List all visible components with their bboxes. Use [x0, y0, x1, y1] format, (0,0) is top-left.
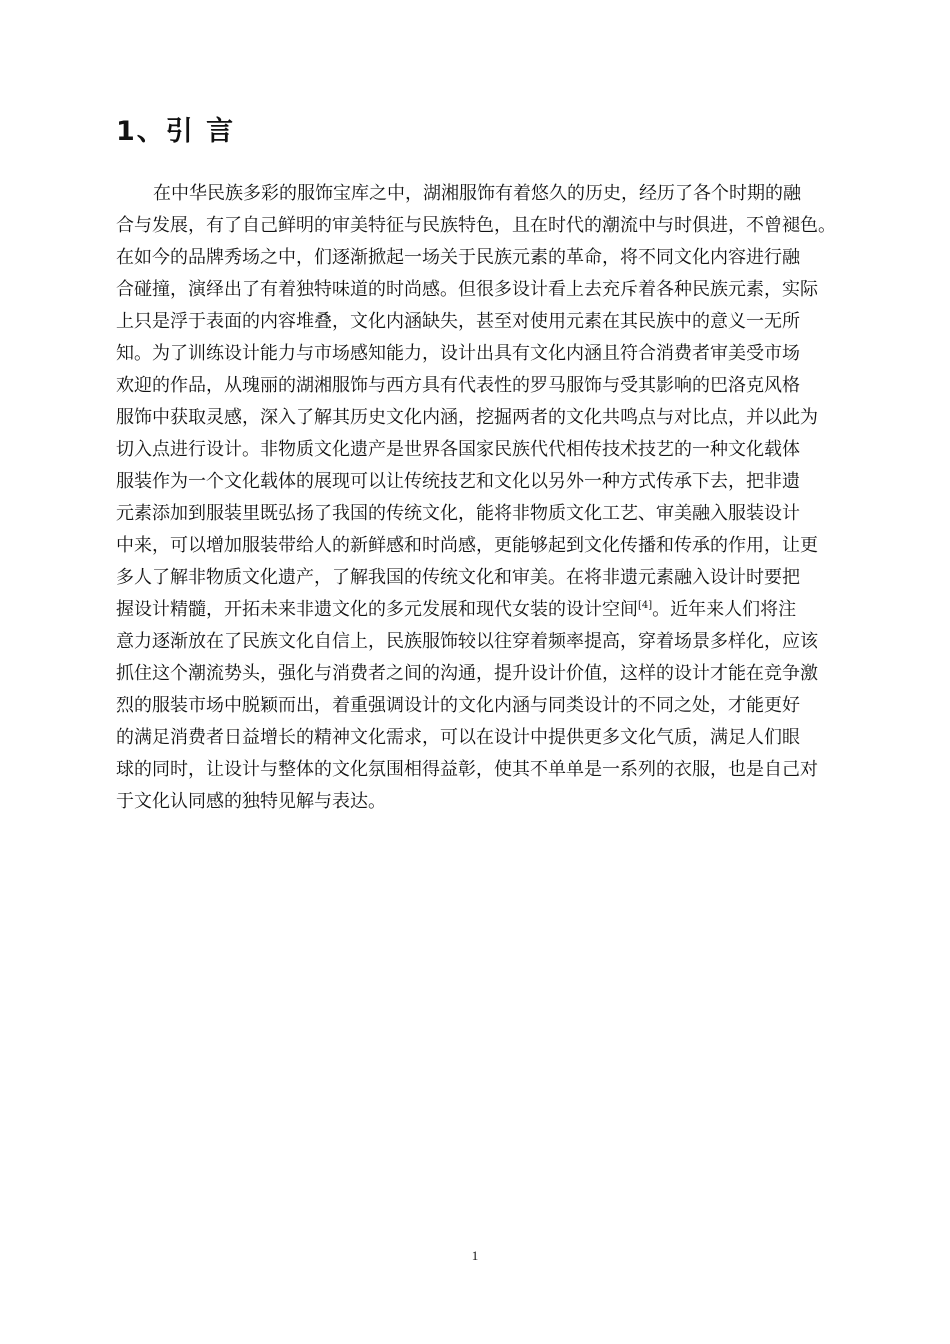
paragraph-line: 上只是浮于表面的内容堆叠，文化内涵缺失，甚至对使用元素在其民族中的意义一无所	[116, 311, 800, 332]
citation-reference: [4]	[638, 600, 653, 611]
paragraph-line: 意力逐渐放在了民族文化自信上，民族服饰较以往穿着频率提高，穿着场景多样化，应该	[116, 631, 818, 652]
paragraph-line: 烈的服装市场中脱颖而出，着重强调设计的文化内涵与同类设计的不同之处，才能更好	[116, 695, 800, 716]
paragraph-line: 合碰撞，演绎出了有着独特味道的时尚感。但很多设计看上去充斥着各种民族元素，实际	[116, 279, 818, 300]
paragraph-line: 多人了解非物质文化遗产，了解我国的传统文化和审美。在将非遗元素融入设计时要把	[116, 567, 800, 588]
paragraph-line: 在中华民族多彩的服饰宝库之中，湖湘服饰有着悠久的历史，经历了各个时期的融	[153, 183, 801, 204]
page-number: 1	[471, 1248, 479, 1263]
section-heading: 1、引 言	[116, 116, 236, 147]
paragraph-line: 球的同时，让设计与整体的文化氛围相得益彰，使其不单单是一系列的衣服，也是自己对	[116, 759, 818, 780]
paragraph-line: 合与发展，有了自己鲜明的审美特征与民族特色，且在时代的潮流中与时俱进，不曾褪色。	[116, 215, 836, 236]
paragraph-line: 服饰中获取灵感，深入了解其历史文化内涵，挖掘两者的文化共鸣点与对比点，并以此为	[116, 407, 818, 428]
paragraph-line: 切入点进行设计。非物质文化遗产是世界各国家民族代代相传技术技艺的一种文化载体	[116, 439, 800, 460]
paragraph-line: 在如今的品牌秀场之中，们逐渐掀起一场关于民族元素的革命，将不同文化内容进行融	[116, 247, 800, 268]
paragraph-line: 中来，可以增加服装带给人的新鲜感和时尚感，更能够起到文化传播和传承的作用，让更	[116, 535, 818, 556]
paragraph-line: 元素添加到服装里既弘扬了我国的传统文化，能将非物质文化工艺、审美融入服装设计	[116, 503, 800, 524]
body-paragraph	[116, 178, 836, 818]
paragraph-line: 于文化认同感的独特见解与表达。	[116, 791, 386, 812]
paragraph-line: 知。为了训练设计能力与市场感知能力，设计出具有文化内涵且符合消费者审美受市场	[116, 343, 800, 364]
line-text-before-citation: 握设计精髓，开拓未来非遗文化的多元发展和现代女装的设计空间	[116, 599, 638, 620]
paragraph-line: 抓住这个潮流势头，强化与消费者之间的沟通，提升设计价值，这样的设计才能在竞争激	[116, 663, 818, 684]
line-text-after-citation: 。近年来人们将注	[652, 599, 797, 620]
paragraph-line-with-citation	[116, 594, 836, 626]
paragraph-line: 服装作为一个文化载体的展现可以让传统技艺和文化以另外一种方式传承下去，把非遗	[116, 471, 800, 492]
paragraph-line: 欢迎的作品，从瑰丽的湖湘服饰与西方具有代表性的罗马服饰与受其影响的巴洛克风格	[116, 375, 800, 396]
paragraph-line: 的满足消费者日益增长的精神文化需求，可以在设计中提供更多文化气质，满足人们眼	[116, 727, 800, 748]
